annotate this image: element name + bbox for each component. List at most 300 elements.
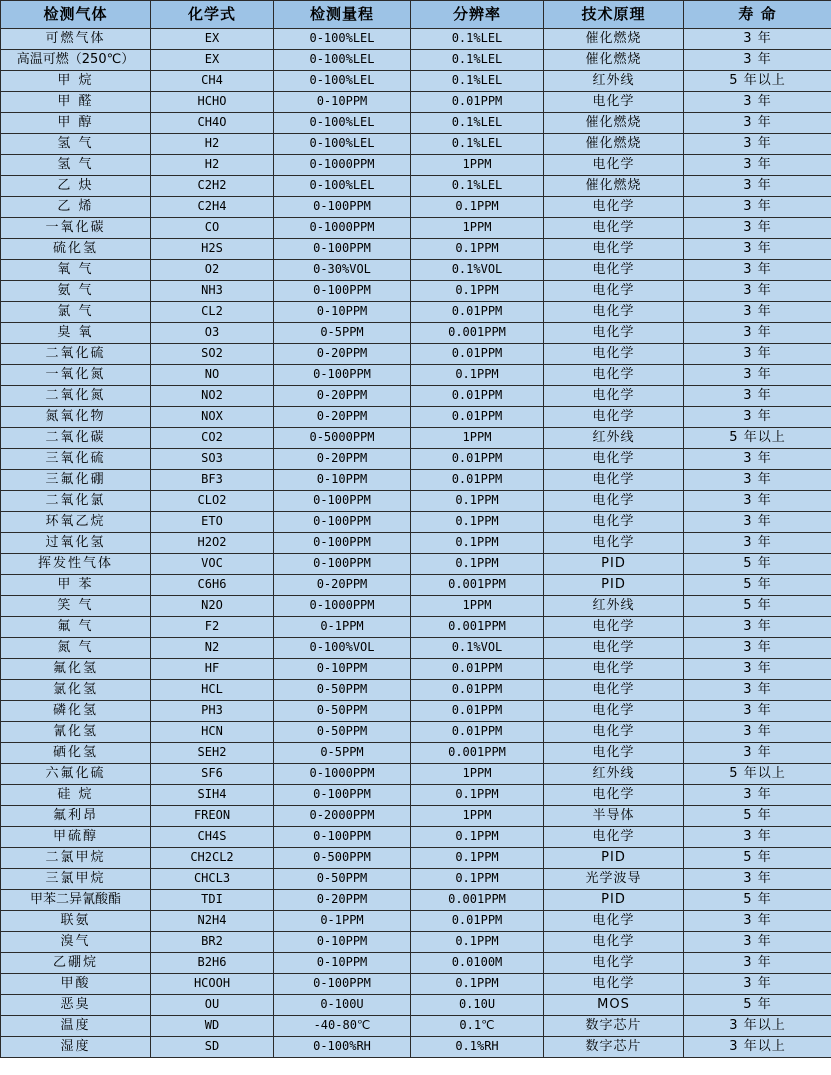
cell-technology: 催化燃烧 <box>544 113 684 134</box>
cell-technology: 电化学 <box>544 785 684 806</box>
cell-technology: 电化学 <box>544 932 684 953</box>
cell-formula: HCN <box>151 722 274 743</box>
table-row <box>1 617 831 638</box>
table-row <box>1 407 831 428</box>
cell-range: 0-10PPM <box>274 92 411 113</box>
cell-formula: NO2 <box>151 386 274 407</box>
cell-resolution: 1PPM <box>411 428 544 449</box>
cell-resolution: 1PPM <box>411 764 544 785</box>
cell-technology: 电化学 <box>544 722 684 743</box>
table-row <box>1 743 831 764</box>
table-row <box>1 512 831 533</box>
cell-lifetime: 3 年 <box>684 491 831 512</box>
cell-formula: NO <box>151 365 274 386</box>
cell-range: 0-50PPM <box>274 722 411 743</box>
cell-formula: SF6 <box>151 764 274 785</box>
cell-range: 0-100%LEL <box>274 134 411 155</box>
cell-technology: 电化学 <box>544 344 684 365</box>
cell-lifetime: 5 年以上 <box>684 428 831 449</box>
cell-technology: 光学波导 <box>544 869 684 890</box>
cell-gas-name: 甲 苯 <box>1 575 151 596</box>
cell-resolution: 0.1PPM <box>411 533 544 554</box>
cell-resolution: 0.1%LEL <box>411 29 544 50</box>
cell-technology: 催化燃烧 <box>544 134 684 155</box>
cell-technology: 电化学 <box>544 680 684 701</box>
cell-range: 0-5PPM <box>274 323 411 344</box>
table-row <box>1 260 831 281</box>
cell-range: 0-10PPM <box>274 302 411 323</box>
cell-range: 0-10PPM <box>274 953 411 974</box>
cell-gas-name: 二氯甲烷 <box>1 848 151 869</box>
cell-resolution: 0.001PPM <box>411 323 544 344</box>
cell-technology: 电化学 <box>544 470 684 491</box>
cell-gas-name: 硒化氢 <box>1 743 151 764</box>
cell-resolution: 0.10U <box>411 995 544 1016</box>
cell-lifetime: 3 年 <box>684 239 831 260</box>
cell-resolution: 0.1%LEL <box>411 71 544 92</box>
cell-range: 0-100%LEL <box>274 29 411 50</box>
cell-gas-name: 乙 烯 <box>1 197 151 218</box>
cell-technology: 电化学 <box>544 386 684 407</box>
table-row <box>1 365 831 386</box>
cell-formula: SD <box>151 1037 274 1058</box>
cell-formula: H2O2 <box>151 533 274 554</box>
cell-resolution: 0.0100M <box>411 953 544 974</box>
cell-lifetime: 3 年 <box>684 302 831 323</box>
cell-technology: MOS <box>544 995 684 1016</box>
cell-gas-name: 氧 气 <box>1 260 151 281</box>
cell-technology: 电化学 <box>544 659 684 680</box>
table-row <box>1 722 831 743</box>
cell-gas-name: 温度 <box>1 1016 151 1037</box>
cell-lifetime: 3 年 <box>684 113 831 134</box>
cell-technology: 电化学 <box>544 407 684 428</box>
cell-lifetime: 5 年 <box>684 806 831 827</box>
cell-resolution: 0.1%LEL <box>411 113 544 134</box>
cell-gas-name: 氢 气 <box>1 155 151 176</box>
cell-technology: 催化燃烧 <box>544 176 684 197</box>
cell-range: 0-1PPM <box>274 911 411 932</box>
cell-lifetime: 3 年 <box>684 449 831 470</box>
cell-formula: CH4 <box>151 71 274 92</box>
cell-resolution: 1PPM <box>411 218 544 239</box>
cell-gas-name: 氟 气 <box>1 617 151 638</box>
cell-formula: HCOOH <box>151 974 274 995</box>
column-header-resolution: 分辨率 <box>411 1 544 29</box>
cell-formula: H2S <box>151 239 274 260</box>
cell-range: 0-50PPM <box>274 680 411 701</box>
cell-range: 0-100PPM <box>274 827 411 848</box>
cell-technology: 电化学 <box>544 197 684 218</box>
table-row <box>1 323 831 344</box>
cell-range: 0-1000PPM <box>274 596 411 617</box>
cell-formula: O2 <box>151 260 274 281</box>
cell-lifetime: 3 年以上 <box>684 1016 831 1037</box>
cell-gas-name: 二氧化氮 <box>1 386 151 407</box>
cell-gas-name: 氯化氢 <box>1 680 151 701</box>
cell-gas-name: 乙 炔 <box>1 176 151 197</box>
column-header-technology: 技术原理 <box>544 1 684 29</box>
cell-range: 0-100%LEL <box>274 50 411 71</box>
cell-formula: HCHO <box>151 92 274 113</box>
cell-range: 0-20PPM <box>274 386 411 407</box>
cell-gas-name: 可燃气体 <box>1 29 151 50</box>
cell-formula: C2H2 <box>151 176 274 197</box>
cell-gas-name: 三氯甲烷 <box>1 869 151 890</box>
cell-technology: 催化燃烧 <box>544 29 684 50</box>
cell-formula: CH4S <box>151 827 274 848</box>
cell-technology: 红外线 <box>544 71 684 92</box>
cell-technology: 电化学 <box>544 92 684 113</box>
cell-lifetime: 3 年 <box>684 659 831 680</box>
cell-lifetime: 5 年以上 <box>684 71 831 92</box>
cell-lifetime: 5 年 <box>684 596 831 617</box>
cell-formula: CL2 <box>151 302 274 323</box>
cell-gas-name: 臭 氧 <box>1 323 151 344</box>
cell-gas-name: 六氟化硫 <box>1 764 151 785</box>
cell-formula: NH3 <box>151 281 274 302</box>
cell-technology: 电化学 <box>544 953 684 974</box>
cell-lifetime: 3 年 <box>684 869 831 890</box>
cell-lifetime: 3 年 <box>684 617 831 638</box>
cell-range: 0-1000PPM <box>274 218 411 239</box>
cell-resolution: 0.01PPM <box>411 722 544 743</box>
cell-resolution: 0.1PPM <box>411 281 544 302</box>
cell-lifetime: 5 年 <box>684 575 831 596</box>
column-header-gas: 检测气体 <box>1 1 151 29</box>
cell-gas-name: 笑 气 <box>1 596 151 617</box>
cell-technology: 电化学 <box>544 365 684 386</box>
cell-lifetime: 3 年 <box>684 218 831 239</box>
cell-lifetime: 5 年 <box>684 848 831 869</box>
table-row <box>1 890 831 911</box>
cell-gas-name: 挥发性气体 <box>1 554 151 575</box>
cell-formula: CH4O <box>151 113 274 134</box>
cell-gas-name: 氟利昂 <box>1 806 151 827</box>
table-row <box>1 974 831 995</box>
cell-gas-name: 氮 气 <box>1 638 151 659</box>
cell-gas-name: 氮氧化物 <box>1 407 151 428</box>
cell-lifetime: 3 年 <box>684 785 831 806</box>
cell-gas-name: 甲 醛 <box>1 92 151 113</box>
cell-range: 0-1000PPM <box>274 764 411 785</box>
cell-resolution: 1PPM <box>411 596 544 617</box>
cell-gas-name: 二氧化氯 <box>1 491 151 512</box>
cell-resolution: 0.01PPM <box>411 344 544 365</box>
cell-formula: CLO2 <box>151 491 274 512</box>
cell-resolution: 0.01PPM <box>411 92 544 113</box>
cell-resolution: 0.1PPM <box>411 491 544 512</box>
cell-gas-name: 甲硫醇 <box>1 827 151 848</box>
cell-formula: OU <box>151 995 274 1016</box>
cell-technology: 电化学 <box>544 974 684 995</box>
header-row <box>1 1 831 29</box>
cell-lifetime: 5 年以上 <box>684 764 831 785</box>
cell-lifetime: 5 年 <box>684 890 831 911</box>
cell-lifetime: 3 年 <box>684 344 831 365</box>
cell-technology: 红外线 <box>544 596 684 617</box>
cell-resolution: 0.01PPM <box>411 470 544 491</box>
cell-resolution: 0.1%RH <box>411 1037 544 1058</box>
cell-formula: F2 <box>151 617 274 638</box>
column-header-range: 检测量程 <box>274 1 411 29</box>
table-row <box>1 659 831 680</box>
cell-resolution: 0.1PPM <box>411 785 544 806</box>
cell-technology: 电化学 <box>544 155 684 176</box>
cell-resolution: 0.001PPM <box>411 743 544 764</box>
cell-technology: 电化学 <box>544 617 684 638</box>
cell-range: 0-1PPM <box>274 617 411 638</box>
cell-lifetime: 3 年 <box>684 680 831 701</box>
cell-range: 0-100PPM <box>274 197 411 218</box>
cell-range: 0-50PPM <box>274 869 411 890</box>
cell-formula: B2H6 <box>151 953 274 974</box>
table-row <box>1 470 831 491</box>
cell-technology: PID <box>544 575 684 596</box>
table-row <box>1 1037 831 1058</box>
cell-technology: 电化学 <box>544 218 684 239</box>
cell-lifetime: 3 年 <box>684 134 831 155</box>
table-row <box>1 932 831 953</box>
cell-formula: N2H4 <box>151 911 274 932</box>
cell-range: 0-100PPM <box>274 239 411 260</box>
cell-formula: O3 <box>151 323 274 344</box>
cell-technology: 电化学 <box>544 491 684 512</box>
cell-formula: SEH2 <box>151 743 274 764</box>
cell-range: 0-100PPM <box>274 281 411 302</box>
cell-lifetime: 3 年 <box>684 260 831 281</box>
table-row <box>1 785 831 806</box>
cell-lifetime: 3 年 <box>684 953 831 974</box>
cell-lifetime: 3 年 <box>684 92 831 113</box>
cell-technology: 电化学 <box>544 638 684 659</box>
cell-formula: H2 <box>151 134 274 155</box>
cell-lifetime: 3 年 <box>684 974 831 995</box>
cell-lifetime: 3 年 <box>684 176 831 197</box>
cell-range: 0-1000PPM <box>274 155 411 176</box>
cell-technology: 电化学 <box>544 911 684 932</box>
cell-lifetime: 3 年 <box>684 722 831 743</box>
cell-resolution: 0.001PPM <box>411 617 544 638</box>
cell-technology: PID <box>544 890 684 911</box>
table-row <box>1 575 831 596</box>
cell-formula: SIH4 <box>151 785 274 806</box>
cell-resolution: 0.01PPM <box>411 449 544 470</box>
cell-technology: 红外线 <box>544 428 684 449</box>
cell-technology: 红外线 <box>544 764 684 785</box>
cell-formula: FREON <box>151 806 274 827</box>
cell-gas-name: 溴气 <box>1 932 151 953</box>
cell-resolution: 0.01PPM <box>411 302 544 323</box>
column-header-lifetime: 寿 命 <box>684 1 831 29</box>
cell-formula: N2 <box>151 638 274 659</box>
cell-range: 0-20PPM <box>274 575 411 596</box>
cell-lifetime: 3 年 <box>684 638 831 659</box>
cell-gas-name: 联氨 <box>1 911 151 932</box>
cell-gas-name: 磷化氢 <box>1 701 151 722</box>
cell-resolution: 0.1PPM <box>411 869 544 890</box>
cell-formula: CH2CL2 <box>151 848 274 869</box>
cell-technology: 电化学 <box>544 533 684 554</box>
cell-formula: NOX <box>151 407 274 428</box>
cell-gas-name: 氯 气 <box>1 302 151 323</box>
table-row <box>1 596 831 617</box>
table-row <box>1 176 831 197</box>
cell-resolution: 0.01PPM <box>411 407 544 428</box>
cell-technology: PID <box>544 848 684 869</box>
cell-range: 0-30%VOL <box>274 260 411 281</box>
cell-lifetime: 3 年 <box>684 743 831 764</box>
cell-gas-name: 环氧乙烷 <box>1 512 151 533</box>
cell-resolution: 0.1PPM <box>411 512 544 533</box>
cell-formula: BF3 <box>151 470 274 491</box>
cell-lifetime: 3 年 <box>684 50 831 71</box>
cell-gas-name: 甲 醇 <box>1 113 151 134</box>
cell-range: 0-20PPM <box>274 407 411 428</box>
table-row <box>1 953 831 974</box>
table-row <box>1 701 831 722</box>
cell-technology: 电化学 <box>544 449 684 470</box>
cell-formula: BR2 <box>151 932 274 953</box>
cell-gas-name: 三氟化硼 <box>1 470 151 491</box>
cell-lifetime: 3 年 <box>684 911 831 932</box>
cell-lifetime: 3 年 <box>684 281 831 302</box>
table-row <box>1 764 831 785</box>
cell-technology: 电化学 <box>544 239 684 260</box>
cell-resolution: 0.01PPM <box>411 680 544 701</box>
table-row <box>1 1016 831 1037</box>
cell-resolution: 0.1%VOL <box>411 638 544 659</box>
cell-range: 0-100PPM <box>274 512 411 533</box>
cell-lifetime: 3 年 <box>684 197 831 218</box>
cell-range: 0-5000PPM <box>274 428 411 449</box>
table-row <box>1 197 831 218</box>
cell-technology: PID <box>544 554 684 575</box>
table-row <box>1 218 831 239</box>
cell-lifetime: 3 年 <box>684 386 831 407</box>
table-row <box>1 239 831 260</box>
cell-technology: 电化学 <box>544 260 684 281</box>
cell-resolution: 1PPM <box>411 155 544 176</box>
cell-formula: SO2 <box>151 344 274 365</box>
cell-formula: PH3 <box>151 701 274 722</box>
cell-formula: HCL <box>151 680 274 701</box>
cell-range: 0-20PPM <box>274 344 411 365</box>
cell-technology: 数字芯片 <box>544 1037 684 1058</box>
cell-resolution: 0.1PPM <box>411 554 544 575</box>
cell-range: 0-50PPM <box>274 701 411 722</box>
cell-resolution: 0.01PPM <box>411 911 544 932</box>
table-row <box>1 869 831 890</box>
cell-lifetime: 3 年以上 <box>684 1037 831 1058</box>
cell-lifetime: 3 年 <box>684 533 831 554</box>
cell-range: -40-80℃ <box>274 1016 411 1037</box>
cell-technology: 电化学 <box>544 281 684 302</box>
cell-resolution: 0.1PPM <box>411 932 544 953</box>
cell-lifetime: 3 年 <box>684 29 831 50</box>
cell-lifetime: 3 年 <box>684 932 831 953</box>
cell-formula: ETO <box>151 512 274 533</box>
cell-formula: C2H4 <box>151 197 274 218</box>
table-row <box>1 491 831 512</box>
table-row <box>1 302 831 323</box>
cell-gas-name: 湿度 <box>1 1037 151 1058</box>
cell-range: 0-10PPM <box>274 470 411 491</box>
cell-resolution: 0.1%LEL <box>411 176 544 197</box>
cell-technology: 电化学 <box>544 743 684 764</box>
cell-technology: 催化燃烧 <box>544 50 684 71</box>
table-row <box>1 134 831 155</box>
cell-range: 0-100U <box>274 995 411 1016</box>
table-row <box>1 386 831 407</box>
cell-formula: EX <box>151 29 274 50</box>
table-row <box>1 449 831 470</box>
table-row <box>1 911 831 932</box>
cell-technology: 数字芯片 <box>544 1016 684 1037</box>
cell-resolution: 0.1PPM <box>411 974 544 995</box>
cell-range: 0-100PPM <box>274 365 411 386</box>
cell-lifetime: 5 年 <box>684 554 831 575</box>
cell-range: 0-100PPM <box>274 533 411 554</box>
cell-range: 0-100PPM <box>274 491 411 512</box>
cell-resolution: 0.1PPM <box>411 848 544 869</box>
column-header-formula: 化学式 <box>151 1 274 29</box>
cell-range: 0-20PPM <box>274 890 411 911</box>
cell-formula: CO <box>151 218 274 239</box>
cell-technology: 电化学 <box>544 302 684 323</box>
cell-gas-name: 过氧化氢 <box>1 533 151 554</box>
table-row <box>1 281 831 302</box>
cell-range: 0-100PPM <box>274 554 411 575</box>
cell-technology: 电化学 <box>544 701 684 722</box>
cell-range: 0-5PPM <box>274 743 411 764</box>
cell-gas-name: 乙硼烷 <box>1 953 151 974</box>
cell-range: 0-10PPM <box>274 932 411 953</box>
cell-formula: CHCL3 <box>151 869 274 890</box>
cell-formula: TDI <box>151 890 274 911</box>
cell-resolution: 0.1PPM <box>411 365 544 386</box>
cell-range: 0-100PPM <box>274 785 411 806</box>
cell-gas-name: 高温可燃（250℃） <box>1 50 151 71</box>
cell-resolution: 0.1℃ <box>411 1016 544 1037</box>
cell-gas-name: 甲苯二异氰酸酯 <box>1 890 151 911</box>
cell-lifetime: 3 年 <box>684 470 831 491</box>
cell-lifetime: 3 年 <box>684 827 831 848</box>
cell-technology: 电化学 <box>544 827 684 848</box>
table-row <box>1 848 831 869</box>
cell-resolution: 0.1PPM <box>411 197 544 218</box>
cell-resolution: 0.001PPM <box>411 890 544 911</box>
table-row <box>1 533 831 554</box>
cell-gas-name: 氟化氢 <box>1 659 151 680</box>
table-row <box>1 92 831 113</box>
cell-resolution: 1PPM <box>411 806 544 827</box>
table-row <box>1 29 831 50</box>
table-row <box>1 113 831 134</box>
table-row <box>1 995 831 1016</box>
cell-gas-name: 硅 烷 <box>1 785 151 806</box>
cell-resolution: 0.01PPM <box>411 701 544 722</box>
cell-lifetime: 3 年 <box>684 155 831 176</box>
cell-range: 0-2000PPM <box>274 806 411 827</box>
cell-range: 0-20PPM <box>274 449 411 470</box>
cell-resolution: 0.001PPM <box>411 575 544 596</box>
table-row <box>1 428 831 449</box>
cell-formula: H2 <box>151 155 274 176</box>
table-body <box>1 29 831 1058</box>
cell-range: 0-100%RH <box>274 1037 411 1058</box>
cell-formula: HF <box>151 659 274 680</box>
